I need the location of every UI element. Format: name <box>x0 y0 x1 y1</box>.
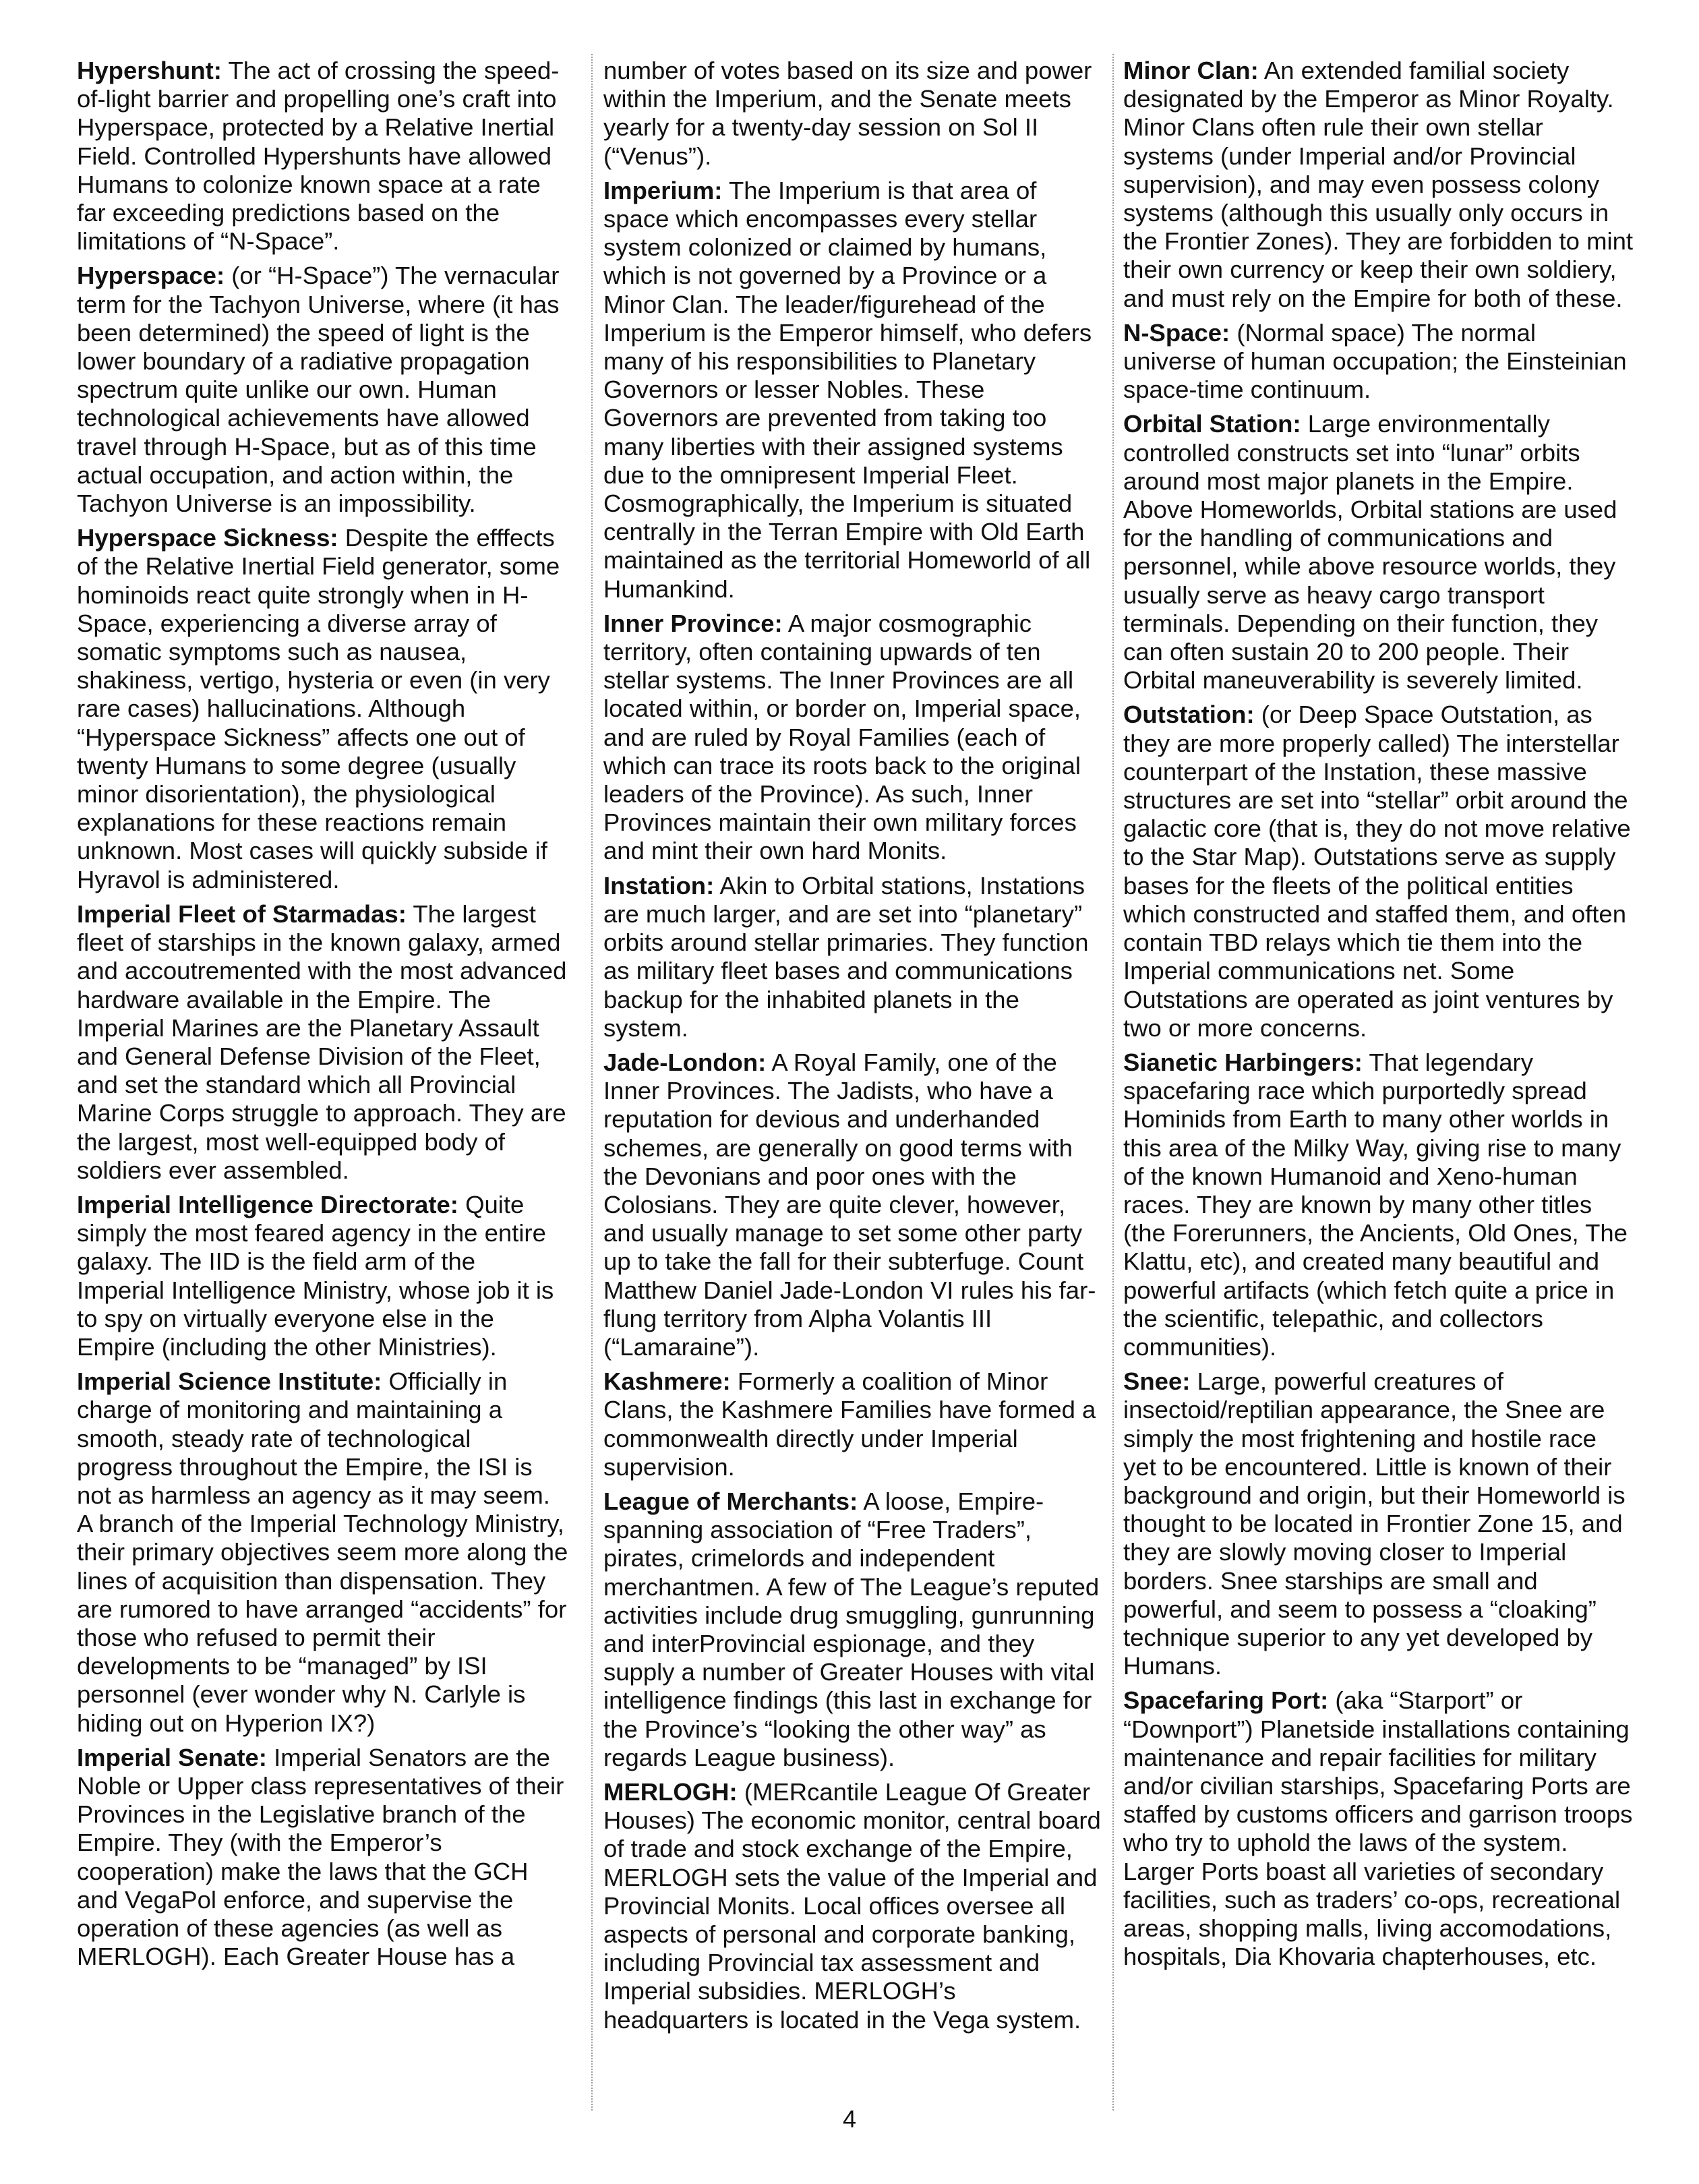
glossary-entry-imperium <box>603 177 1102 603</box>
entry-term: N-Space: <box>1123 318 1230 347</box>
entry-term: Minor Clan: <box>1123 57 1259 84</box>
entry-text: (Normal space) The normal universe of human occupation; the Einsteinian space-time continuum. <box>1123 318 1627 404</box>
entry-text: Imperial Senators are the Noble or Upper class representatives of their Provinces in the Legislative branch of the Empire. They (with the Emperor’s cooperation) make the laws that the GCH and VegaPol enforce, and supervise the operation of these agencies (as well as MERLOGH). Each Greater House has a <box>77 1743 564 1971</box>
entry-text: Akin to Orbital stations, Instations are much larger, and are set into “planetary” orbits around stellar primaries. They function as military fleet bases and communications backup for the inhabited planets in the system. <box>603 871 1089 1042</box>
glossary-entry-minor-clan <box>1123 57 1636 313</box>
entry-text: (aka “Starport” or “Downport”) Planetside installations containing maintenance and repair facilities for military and/or civilian starships, Spacefaring Ports are staffed by customs officers and garrison troops who try to uphold the laws of the system. Larger Ports boast all varieties of secondary facilities, such as traders’ co-ops, recreational areas, shopping malls, living accomodations, hospitals, Dia Khovaria chapterhouses, etc. <box>1123 1686 1633 1971</box>
entry-term: Imperial Science Institute: <box>77 1367 382 1396</box>
entry-term: Sianetic Harbingers: <box>1123 1048 1363 1076</box>
glossary-entry-hypershunt <box>77 57 569 256</box>
entry-term: Inner Province: <box>603 609 783 637</box>
entry-term: Hyperspace: <box>77 262 225 290</box>
entry-term: Spacefaring Port: <box>1123 1686 1329 1715</box>
glossary-entry-spacefaring-port <box>1123 1686 1636 1971</box>
entry-term: Hypershunt: <box>77 57 222 84</box>
entry-text: A major cosmographic territory, often containing upwards of ten stellar systems. The Inner Provinces are all located within, or border on, Imperial space, and are ruled by Royal Families (each of which can trace its roots back to the original leaders of the Province). As such, Inner Provinces maintain their own military forces and mint their own hard Monits. <box>603 609 1081 865</box>
entry-term: Snee: <box>1123 1367 1191 1396</box>
column-3 <box>1123 57 1636 1977</box>
entry-text: Quite simply the most feared agency in the entire galaxy. The IID is the field arm of the Imperial Intelligence Ministry, whose job it is to spy on virtually everyone else in the Empire (including the other Ministries). <box>77 1190 554 1361</box>
glossary-entry-instation <box>603 872 1102 1042</box>
entry-term: MERLOGH: <box>603 1777 738 1806</box>
entry-text: Formerly a coalition of Minor Clans, the Kashmere Families have formed a commonwealth directly under Imperial supervision. <box>603 1367 1096 1481</box>
entry-text: Large, powerful creatures of insectoid/reptilian appearance, the Snee are simply the most frightening and hostile race yet to be encountered. Little is known of their background and origin, but their Homeworld is thought to be located in Frontier Zone 15, and they are slowly moving closer to Imperial borders. Snee starships are small and powerful, and seem to possess a “cloaking” technique superior to any yet developed by Humans. <box>1123 1367 1626 1680</box>
glossary-entry-hyperspace <box>77 262 569 518</box>
glossary-entry-n-space <box>1123 319 1636 405</box>
glossary-entry-orbital-station <box>1123 410 1636 695</box>
entry-text: The act of crossing the speed-of-light barrier and propelling one’s craft into Hyperspace, protected by a Relative Inertial Field. Controlled Hypershunts have allowed Humans to colonize known space at a rate far exceeding predictions based on the limitations of “N-Space”. <box>77 57 560 256</box>
column-divider-2 <box>1112 54 1114 2111</box>
entry-text: Officially in charge of monitoring and maintaining a smooth, steady rate of technological progress throughout the Empire, the ISI is not as harmless an agency as it may seem. A branch of the Imperial Technology Ministry, their primary objectives seem more along the lines of acquisition than dispensation. They are rumored to have arranged “accidents” for those who refused to permit their developments to be “managed” by ISI personnel (ever wonder why N. Carlyle is hiding out on Hyperion IX?) <box>77 1367 568 1737</box>
entry-text: (or Deep Space Outstation, as they are more properly called) The interstellar counterpart of the Instation, these massive structures are set into “stellar” orbit around the galactic core (that is, they do not move relative to the Star Map). Outstations serve as supply bases for the fleets of the political entities which constructed and staffed them, and often contain TBD relays which tie them into the Imperial communications net. Some Outstations are operated as joint ventures by two or more concerns. <box>1123 701 1631 1042</box>
entry-term: Jade-London: <box>603 1048 767 1076</box>
entry-text: An extended familial society designated by the Emperor as Minor Royalty. Minor Clans often rule their own stellar systems (under Imperial and/or Provincial supervision), and may even possess colony systems (although this usually only occurs in the Frontier Zones). They are forbidden to mint their own currency or keep their own soldiery, and must rely on the Empire for both of these. <box>1123 57 1634 312</box>
entry-text: The Imperium is that area of space which encompasses every stellar system colonized or claimed by humans, which is not governed by a Province or a Minor Clan. The leader/figurehead of the Imperium is the Emperor himself, who defers many of his responsibilities to Planetary Governors or lesser Nobles. These Governors are prevented from taking too many liberties with their assigned systems due to the omnipresent Imperial Fleet. Cosmographically, the Imperium is situated centrally in the Terran Empire with Old Earth maintained as the territorial Homeworld of all Humankind. <box>603 176 1092 603</box>
entry-text: A loose, Empire-spanning association of “Free Traders”, pirates, crimelords and independent merchantmen. A few of The League’s reputed activities include drug smuggling, gunrunning and interProvincial espionage, and they supply a number of Greater Houses with vital intelligence findings (this last in exchange for the Province’s “looking the other way” as regards League business). <box>603 1487 1100 1771</box>
glossary-entry-imperial-fleet <box>77 900 569 1185</box>
glossary-entry-outstation <box>1123 701 1636 1042</box>
entry-text: (MERcantile League Of Greater Houses) The economic monitor, central board of trade and stock exchange of the Empire, MERLOGH sets the value of the Imperial and Provincial Monits. Local offices oversee all aspects of personal and corporate banking, including Provincial tax assessment and Imperial subsidies. MERLOGH’s headquarters is located in the Vega system. <box>603 1777 1101 2034</box>
entry-term: Imperial Senate: <box>77 1743 267 1771</box>
glossary-entry-hyperspace-sickness <box>77 524 569 894</box>
entry-term: Hyperspace Sickness: <box>77 524 338 552</box>
glossary-entry-imperial-senate <box>77 1744 569 1972</box>
glossary-entry-league-of-merchants <box>603 1487 1102 1772</box>
entry-term: Orbital Station: <box>1123 410 1301 438</box>
glossary-entry-inner-province <box>603 610 1102 866</box>
entry-term: League of Merchants: <box>603 1487 858 1515</box>
entry-text: (or “H-Space”) The vernacular term for the Tachyon Universe, where (it has been determined) the speed of light is the lower boundary of a radiative propagation spectrum quite unlike our own. Human technological achievements have allowed travel through H-Space, but as of this time actual occupation, and action within, the Tachyon Universe is an impossibility. <box>77 262 560 518</box>
glossary-entry-imperial-science-institute <box>77 1367 569 1738</box>
column-divider-1 <box>591 54 593 2111</box>
entry-text: That legendary spacefaring race which purportedly spread Hominids from Earth to many other worlds in this area of the Milky Way, giving rise to many of the known Humanoid and Xeno-human races. They are known by many other titles (the Forerunners, the Ancients, Old Ones, The Klattu, etc), and created many beautiful and powerful artifacts (which fetch quite a price in the scientific, telepathic, and collectors communities). <box>1123 1048 1628 1361</box>
entry-text: The largest fleet of starships in the known galaxy, armed and accoutremented with the most advanced hardware available in the Empire. The Imperial Marines are the Planetary Assault and General Defense Division of the Fleet, and set the standard which all Provincial Marine Corps struggle to approach. They are the largest, most well-equipped body of soldiers ever assembled. <box>77 899 567 1184</box>
column-1 <box>77 57 569 1977</box>
entry-term: Imperial Intelligence Directorate: <box>77 1190 458 1218</box>
entry-term: Kashmere: <box>603 1367 731 1396</box>
glossary-entry-jade-london <box>603 1049 1102 1361</box>
glossary-entry-kashmere <box>603 1367 1102 1481</box>
glossary-entry-imperial-intelligence-directorate <box>77 1191 569 1361</box>
glossary-entry-sianetic-harbingers <box>1123 1049 1636 1361</box>
entry-text: number of votes based on its size and power within the Imperium, and the Senate meets yearly for a twenty-day session on Sol II (“Venus”). <box>603 57 1092 170</box>
page-number: 4 <box>842 2105 857 2133</box>
entry-term: Imperial Fleet of Starmadas: <box>77 899 407 928</box>
glossary-entry-continuation <box>603 57 1102 171</box>
entry-term: Outstation: <box>1123 701 1255 729</box>
entry-text: A Royal Family, one of the Inner Provinces. The Jadists, who have a reputation for devious and underhanded schemes, are generally on good terms with the Devonians and poor ones with the Colosians. They are quite clever, however, and usually manage to set some other party up to take the fall for their subterfuge. Count Matthew Daniel Jade-London VI rules his far-flung territory from Alpha Volantis III (“Lamaraine”). <box>603 1048 1096 1361</box>
entry-term: Instation: <box>603 871 715 899</box>
glossary-entry-merlogh <box>603 1778 1102 2034</box>
entry-term: Imperium: <box>603 176 723 204</box>
column-2 <box>603 57 1102 2040</box>
entry-text: Large environmentally controlled constructs set into “lunar” orbits around most major planets in the Empire. Above Homeworlds, Orbital stations are used for the handling of communications and personnel, while above resource worlds, they usually serve as heavy cargo transport terminals. Depending on their function, they can often sustain 20 to 200 people. Their Orbital maneuverability is severely limited. <box>1123 410 1617 695</box>
entry-text: Despite the efffects of the Relative Inertial Field generator, some hominoids react quite strongly when in H-Space, experiencing a diverse array of somatic symptoms such as nausea, shakiness, vertigo, hysteria or even (in very rare cases) hallucinations. Although “Hyperspace Sickness” affects one out of twenty Humans to some degree (usually minor disorientation), the physiological explanations for these reactions remain unknown. Most cases will quickly subside if Hyravol is administered. <box>77 524 560 893</box>
glossary-entry-snee <box>1123 1367 1636 1680</box>
